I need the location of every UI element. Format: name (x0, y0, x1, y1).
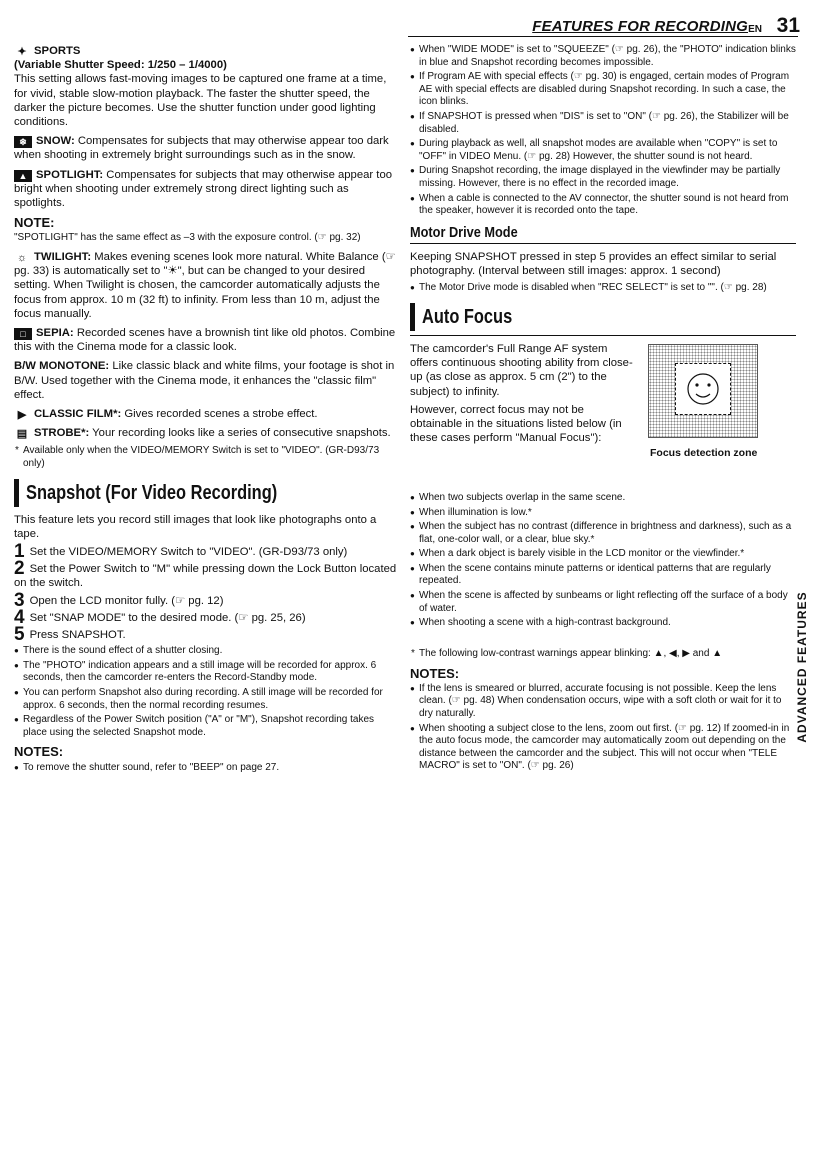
step-item (14, 541, 398, 563)
bullet-item: ● When the subject has no contrast (difference in brightness and darkness), such as a flat, one-color wall, or a clear, blue sky.* (410, 521, 796, 546)
step-item (14, 624, 398, 646)
header-lang: EN (748, 24, 762, 35)
bullet-item: ● When two subjects overlap in the same scene. (410, 492, 796, 505)
snow-label: SNOW: (36, 135, 75, 148)
snapshot-title: Snapshot (For Video Recording) (26, 481, 278, 504)
side-tab (792, 560, 814, 800)
lcd-screen-illustration (648, 344, 758, 438)
left-notes-title: NOTES: (14, 744, 64, 760)
bullet-item: ● If Program AE with special effects (☞ pg. 30) is engaged, certain modes of Program AE with special effects are disabled during Snapshot recording. In such a case, the icon blinks. (410, 71, 796, 109)
note-title: NOTE: (14, 215, 55, 231)
classic-body: Gives recorded scenes a strobe effect. (124, 408, 318, 421)
autofocus-heading (410, 303, 796, 336)
page-header (500, 12, 800, 38)
step-number: 2 (14, 558, 25, 580)
bw-icon: B/W (14, 360, 36, 373)
right-notes (410, 683, 796, 773)
step-text: Press SNAPSHOT. (29, 629, 126, 642)
bullet-item: ● If the lens is smeared or blurred, accurate focusing is not possible. Keep the lens clean. (☞ pg. 48) When condensation occurs, wipe with a soft cloth or wait for it to dry naturally. (410, 683, 796, 721)
autofocus-text (410, 342, 638, 445)
focus-zone-caption: Focus detection zone (650, 446, 758, 459)
step-text: Set "SNAP MODE" to the desired mode. (☞ pg. 25, 26) (29, 611, 306, 624)
right-notes-title: NOTES: (410, 665, 460, 681)
sepia-icon: □ (14, 328, 32, 340)
snow-body: Compensates for subjects that may otherwise appear too dark when shooting in extremely bright surroundings such as in the snow. (14, 135, 389, 162)
motor-rule (410, 243, 796, 244)
spotlight-body: Compensates for subjects that may otherwise appear too bright when shooting under extremely strong direct lighting such as spotlights. (14, 168, 393, 210)
bullet-item: ● When a dark object is barely visible in the LCD monitor or the viewfinder.* (410, 548, 796, 561)
bullet-item: ● You can perform Snapshot also during recording. A still image will be recorded for approx. 6 seconds, then the normal recording resumes. (14, 687, 398, 712)
autofocus-title: Auto Focus (422, 305, 513, 328)
step-number: 3 (14, 589, 25, 611)
snapshot-continued-bullets (410, 44, 796, 218)
subject-face-icon (676, 364, 730, 414)
motor-drive-section (410, 223, 796, 295)
bullet-item: ● When the scene is affected by sunbeams or light reflecting off the surface of a body of water. (410, 590, 796, 615)
twilight-block (14, 250, 398, 321)
spotlight-label: SPOTLIGHT: (36, 168, 104, 181)
header-rule (408, 36, 798, 37)
bullet-item: ● When illumination is low.* (410, 507, 796, 520)
sepia-label: SEPIA: (36, 327, 74, 340)
motor-title: Motor Drive Mode (410, 223, 518, 241)
availability-note: * Available only when the VIDEO/MEMORY Switch is set to "VIDEO". (GR-D93/73 only) (14, 445, 398, 470)
autofocus-lower (410, 648, 796, 773)
sports-block (14, 44, 398, 129)
bullet-item: ● To remove the shutter sound, refer to "BEEP" on page 27. (14, 762, 398, 775)
left-column (14, 44, 398, 776)
strobe-body: Your recording looks like a series of consecutive snapshots. (92, 427, 391, 440)
focus-zone-box (675, 363, 731, 415)
motor-bullets (410, 282, 796, 295)
twilight-body: Makes evening scenes look more natural. White Balance (☞ pg. 33) is automatically set to "☀", but can be changed to your desired setting. When Twilight is chosen, the camcorder automatically adjusts the focus from approx. 10 m (32 ft) to infinity. From less than 10 m, adjust the focus manually. (14, 251, 396, 320)
step-item (14, 606, 398, 628)
bullet-item: ● Regardless of the Power Switch position ("A" or "M"), Snapshot recording takes place using the selected Snapshot mode. (14, 714, 398, 739)
bullet-item: ● When shooting a scene with a high-contrast background. (410, 617, 796, 630)
spotlight-block (14, 168, 398, 211)
left-notes (14, 762, 398, 775)
autofocus-body: The camcorder's Full Range AF system offers continuous shooting ability from close-up (as close as approx. 5 cm (2") to the subject) to infinity. (410, 342, 633, 398)
bullet-item: ● There is the sound effect of a shutter closing. (14, 645, 398, 658)
step-item (14, 589, 398, 611)
snow-block (14, 134, 398, 162)
step-text: Open the LCD monitor fully. (☞ pg. 12) (29, 594, 224, 607)
step-text: Set the Power Switch to "M" while pressing down the Lock Button located on the switch. (14, 563, 397, 590)
strobe-block (14, 426, 398, 440)
autofocus-intro (410, 342, 796, 629)
classic-film-block (14, 407, 398, 421)
sports-body: This setting allows fast-moving images to be captured one frame at a time, for vivid, stable slow-motion playback. The faster the shutter speed, the darker the picture becomes. Use the shutter function under good lighting conditions. (14, 73, 387, 129)
monotone-label: MONOTONE: (39, 360, 110, 373)
bullet-item: ● When the scene contains minute patterns or identical patterns that are regularly repeated. (410, 563, 796, 588)
monotone-block (14, 359, 398, 402)
side-tab-label: ADVANCED FEATURES (795, 591, 809, 743)
autofocus-body-2: However, correct focus may not be obtainable in the situations listed below (in these cases perform "Manual Focus"): (410, 403, 622, 445)
step-number: 4 (14, 606, 25, 628)
spotlight-icon: ▲ (14, 170, 32, 182)
sports-title: SPORTS (34, 45, 81, 57)
twilight-label: TWILIGHT: (34, 251, 92, 264)
bullet-item: ● When shooting a subject close to the lens, zoom out first. (☞ pg. 12) If zoomed-in in the auto focus mode, the camcorder may automatically zoom out depending on the distance between the camcorder and the subject. This will not occur when "TELE MACRO" is set to "ON". (☞ pg. 26) (410, 723, 796, 773)
page-number: 31 (776, 14, 800, 37)
step-number: 5 (14, 624, 25, 646)
step-number: 1 (14, 541, 25, 563)
bullet-item: ● The "PHOTO" indication appears and a still image will be recorded for approx. 6 seconds, then the camcorder re-enters the Record-Standby mode. (14, 660, 398, 685)
film-icon: ▶ (17, 409, 27, 422)
sepia-body: Recorded scenes have a brownish tint like old photos. Combine this with the Cinema mode for a classic look. (14, 327, 396, 354)
bullet-item: ● During Snapshot recording, the image displayed in the viewfinder may be partially missing. However, there is no effect in the recorded image. (410, 165, 796, 190)
snow-icon: ❄ (14, 136, 32, 148)
monotone-body: Like classic black and white films, your footage is shot in B/W. Used together with the Cinema mode, it enhances the "classic film" effect. (14, 360, 395, 401)
snapshot-heading (14, 479, 398, 507)
step-item (14, 558, 398, 590)
header-title: FEATURES FOR RECORDING (532, 18, 748, 35)
twilight-icon: ☼ (16, 252, 28, 265)
strobe-icon: ▤ (16, 428, 28, 441)
snapshot-steps (14, 541, 398, 646)
low-contrast-note: * The following low-contrast warnings appear blinking: ▲, ◀, ▶ and ▲ (410, 648, 796, 661)
heading-bar (410, 303, 415, 331)
bullet-item: ● When "WIDE MODE" is set to "SQUEEZE" (☞ pg. 26), the "PHOTO" indication blinks in blue and Snapshot recording becomes impossible. (410, 44, 796, 69)
step-text: Set the VIDEO/MEMORY Switch to "VIDEO". (GR-D93/73 only) (29, 546, 348, 559)
bullet-item: ● During playback as well, all snapshot modes are available when "COPY" is set to "OFF" in VIDEO Menu. (☞ pg. 28) However, the shutter sound is not heard. (410, 138, 796, 163)
heading-bar (14, 479, 19, 507)
motor-body: Keeping SNAPSHOT pressed in step 5 provides an effect similar to serial photography. (Interval between still images: approx. 1 second) (410, 250, 777, 278)
snapshot-bullets (14, 645, 398, 739)
right-column (410, 44, 796, 775)
snapshot-intro: This feature lets you record still images that look like photographs onto a tape. (14, 513, 377, 540)
sports-subtitle: (Variable Shutter Speed: 1/250 – 1/4000) (14, 59, 227, 72)
autofocus-bullets (410, 492, 796, 632)
note-body: "SPOTLIGHT" has the same effect as –3 with the exposure control. (☞ pg. 32) (14, 232, 361, 244)
bullet-item: ● The Motor Drive mode is disabled when "REC SELECT" is set to "". (☞ pg. 28) (410, 282, 796, 295)
classic-label: CLASSIC FILM*: (34, 408, 122, 421)
sports-icon: ✦ (17, 46, 27, 58)
bullet-item: ● When a cable is connected to the AV connector, the shutter sound is not heard from the speaker, however it is recorded onto the tape. (410, 193, 796, 218)
strobe-label: STROBE*: (34, 427, 90, 440)
focus-zone-illustration (648, 344, 796, 459)
bullet-item: ● If SNAPSHOT is pressed when "DIS" is set to "ON" (☞ pg. 26), the Stabilizer will be disabled. (410, 111, 796, 136)
sepia-block (14, 326, 398, 354)
